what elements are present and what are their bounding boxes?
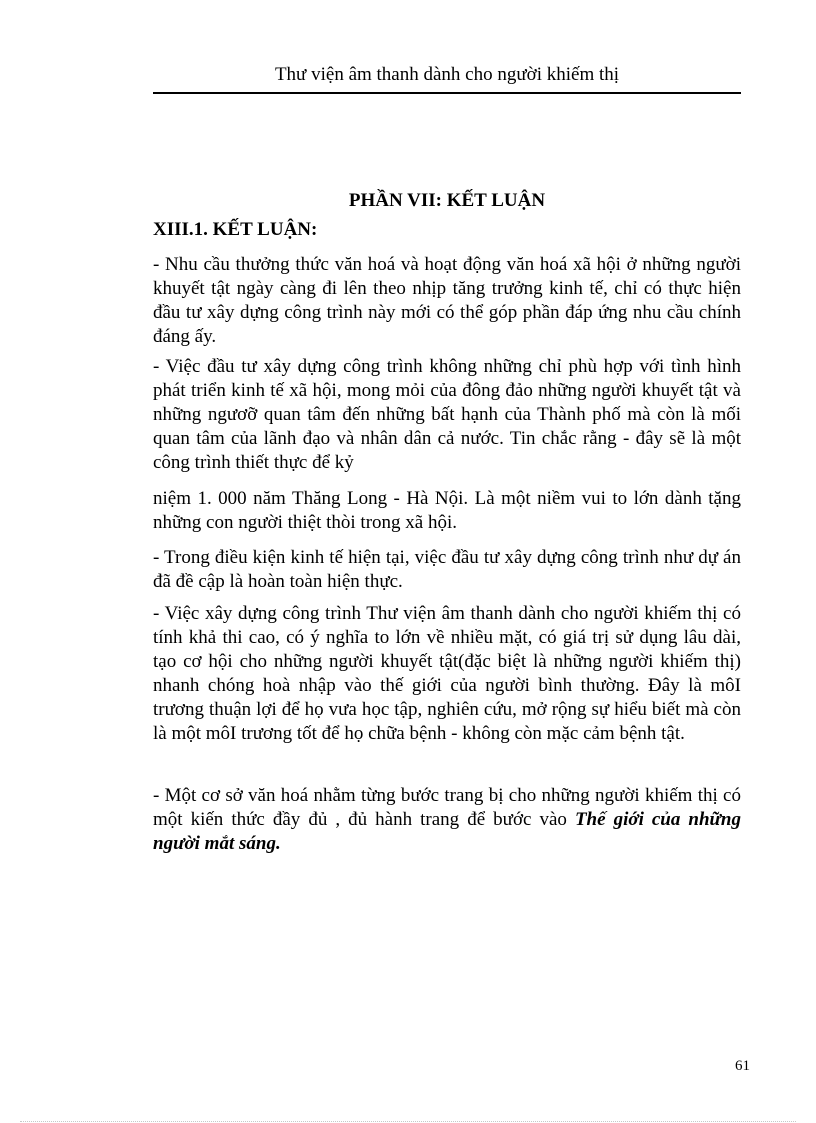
paragraph-4: - Trong điều kiện kinh tế hiện tại, việc đầu tư xây dựng công trình như dự án đã đề cập là hoàn toàn hiện thực. <box>153 547 741 592</box>
paragraph-6-emphasis: Thế giới của những người mắt sáng. <box>153 809 741 854</box>
page-header <box>153 60 741 94</box>
paragraph-5: - Việc xây dựng công trình Thư viện âm thanh dành cho người khiếm thị có tính khả thi cao, có ý nghĩa to lớn về nhiều mặt, có giá trị sử dụng lâu dài, tạo cơ hội cho những người khuyết tật(đặc biệt là những người khiếm thị) nhanh chóng hoà nhập vào thế giới của người bình thường. Đây là môI trương thuận lợi để họ vưa học tập, nghiên cứu, mở rộng sự hiểu biết mà còn là một môI trương tốt để họ chữa bệnh - không còn mặc cảm bệnh tật. <box>153 603 741 744</box>
paragraph-3: niệm 1. 000 năm Thăng Long - Hà Nội. Là một niềm vui to lớn dành tặng những con người thiệt thòi trong xã hội. <box>153 488 741 533</box>
paragraph-6-text: - Một cơ sở văn hoá nhằm từng bước trang bị cho những người khiếm thị có một kiến thức đầy đủ , đủ hành trang để bước vào <box>153 785 741 830</box>
paragraph-6 <box>153 784 741 856</box>
paragraph-1: - Nhu cầu thưởng thức văn hoá và hoạt động văn hoá xã hội ở những người khuyết tật ngày càng đi lên theo nhịp tăng trưởng kinh tế, chỉ có thực hiện đầu tư xây dựng công trình này mới có thể góp phần đáp ứng nhu cầu chính đáng ấy. <box>153 254 741 347</box>
bottom-divider <box>20 1121 796 1122</box>
header-title: Thư viện âm thanh dành cho người khiếm thị <box>274 64 620 85</box>
section-title: PHẦN VII: KẾT LUẬN <box>348 190 546 211</box>
subsection-title: XIII.1. KẾT LUẬN: <box>153 219 318 240</box>
page-number: 61 <box>735 1058 750 1074</box>
paragraph-2: - Việc đầu tư xây dựng công trình không những chỉ phù hợp với tình hình phát triển kinh tế xã hội, mong mỏi của đông đảo những người khuyết tật và những ngươỡ quan tâm đến những bất hạnh của Thành phố mà còn là mối quan tâm của lãnh đạo và nhân dân cả nước. Tin chắc rằng - đây sẽ là một công trình thiết thực để kỷ <box>153 356 741 473</box>
